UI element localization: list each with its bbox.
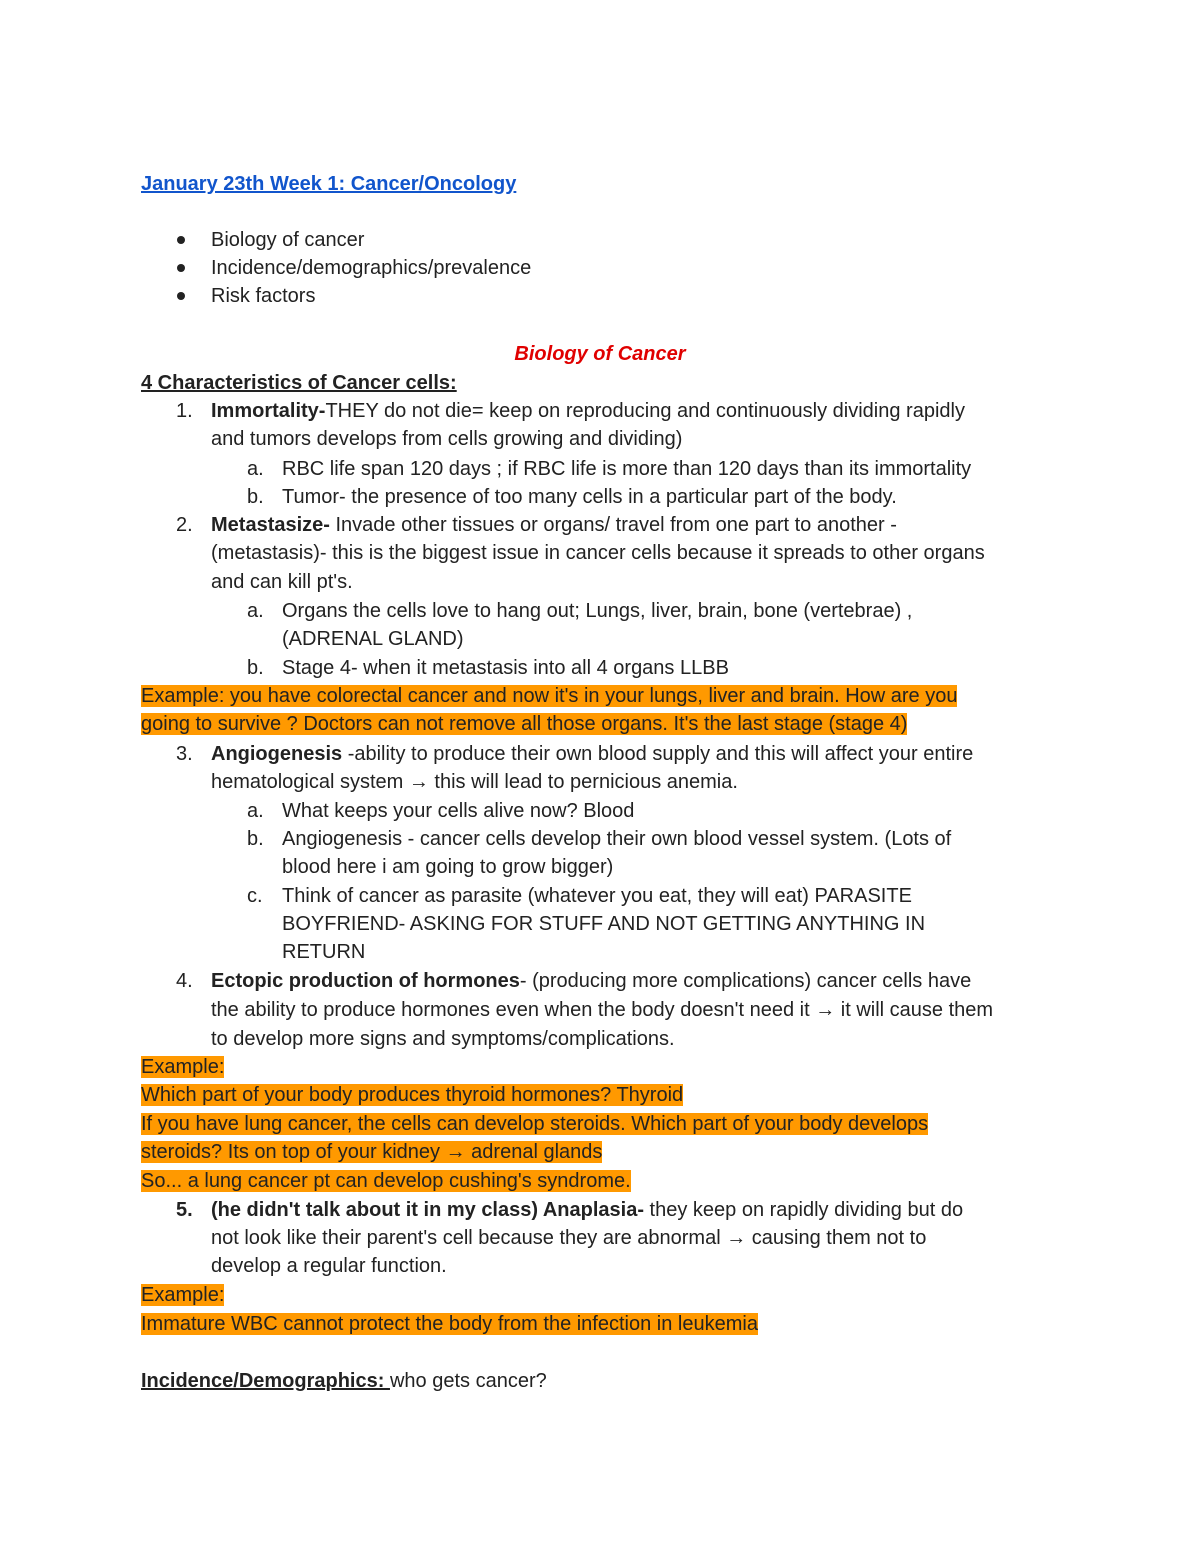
item-text: they keep on rapidly dividing but do	[643, 1199, 964, 1221]
list-number: 1.	[176, 400, 193, 422]
term-ectopic: Ectopic production of hormones	[211, 970, 520, 992]
topic-item: Incidence/demographics/prevalence	[211, 257, 532, 279]
term-metastasize: Metastasize-	[211, 514, 330, 536]
topic-item: Biology of cancer	[211, 229, 365, 251]
characteristics-heading: 4 Characteristics of Cancer cells:	[141, 372, 457, 394]
item-text: and tumors develops from cells growing and dividing)	[211, 428, 683, 450]
highlight-text: So... a lung cancer pt can develop cushing's syndrome.	[141, 1170, 631, 1192]
example-line	[141, 710, 907, 738]
example-line	[141, 1081, 683, 1109]
list-number: 3.	[176, 743, 193, 765]
topic-item: Risk factors	[211, 285, 316, 307]
sub-item: RETURN	[282, 941, 366, 963]
item-text: develop a regular function.	[211, 1255, 447, 1277]
list-item-angiogenesis	[211, 740, 973, 768]
bullet-icon	[177, 236, 185, 244]
sub-item: Angiogenesis - cancer cells develop their own blood vessel system. (Lots of	[282, 828, 952, 850]
example-line	[141, 1053, 224, 1081]
list-item-anaplasia	[211, 1196, 963, 1224]
highlight-text: Example: you have colorectal cancer and now it's in your lungs, liver and brain. How are you	[141, 685, 958, 707]
highlight-text: going to survive ? Doctors can not remove all those organs. It's the last stage (stage 4)	[141, 713, 908, 735]
list-item-metastasize	[211, 511, 897, 539]
bullet-icon	[177, 292, 185, 300]
term-anaplasia: (he didn't talk about it in my class) Anaplasia-	[211, 1199, 644, 1221]
sub-item: Organs the cells love to hang out; Lungs, liver, brain, bone (vertebrae) ,	[282, 600, 913, 622]
list-item-immortality	[211, 397, 965, 425]
list-letter: a.	[247, 600, 264, 622]
example-line	[141, 1110, 928, 1138]
incidence-text: who gets cancer?	[389, 1370, 547, 1392]
highlight-text: Which part of your body produces thyroid hormones? Thyroid	[141, 1084, 684, 1106]
list-letter: b.	[247, 486, 264, 508]
highlight-text: Example:	[141, 1056, 225, 1078]
sub-item: RBC life span 120 days ; if RBC life is more than 120 days than its immortality	[282, 458, 972, 480]
list-number: 2.	[176, 514, 193, 536]
term-angiogenesis: Angiogenesis	[211, 743, 343, 765]
sub-item: Tumor- the presence of too many cells in a particular part of the body.	[282, 486, 897, 508]
page-title: January 23th Week 1: Cancer/Oncology	[141, 173, 517, 195]
example-line	[141, 1310, 758, 1338]
sub-item: Think of cancer as parasite (whatever you eat, they will eat) PARASITE	[282, 885, 912, 907]
term-immortality: Immortality-	[211, 400, 326, 422]
item-text: the ability to produce hormones even when the body doesn't need it → it will cause them	[211, 999, 994, 1021]
incidence-heading-label: Incidence/Demographics:	[141, 1370, 390, 1392]
highlight-text: Example:	[141, 1284, 225, 1306]
sub-item: blood here i am going to grow bigger)	[282, 856, 614, 878]
bullet-icon	[177, 264, 185, 272]
highlight-text: If you have lung cancer, the cells can develop steroids. Which part of your body develops	[141, 1113, 929, 1135]
list-number: 4.	[176, 970, 193, 992]
item-text: - (producing more complications) cancer cells have	[519, 970, 972, 992]
item-text: to develop more signs and symptoms/complications.	[211, 1028, 675, 1050]
highlight-text: steroids? Its on top of your kidney → adrenal glands	[141, 1141, 603, 1163]
example-line	[141, 682, 957, 710]
list-number: 5.	[176, 1199, 193, 1221]
example-line	[141, 1167, 631, 1195]
example-line	[141, 1281, 224, 1309]
item-text: Invade other tissues or organs/ travel from one part to another -	[329, 514, 897, 536]
list-letter: b.	[247, 657, 264, 679]
sub-item: Stage 4- when it metastasis into all 4 organs LLBB	[282, 657, 729, 679]
sub-item: (ADRENAL GLAND)	[282, 628, 464, 650]
list-item-ectopic	[211, 967, 971, 995]
section-title: Biology of Cancer	[514, 343, 686, 365]
highlight-text: Immature WBC cannot protect the body from the infection in leukemia	[141, 1313, 758, 1335]
incidence-heading	[141, 1367, 547, 1395]
list-letter: a.	[247, 458, 264, 480]
item-text: -ability to produce their own blood supply and this will affect your entire	[342, 743, 974, 765]
list-letter: b.	[247, 828, 264, 850]
sub-item: BOYFRIEND- ASKING FOR STUFF AND NOT GETTING ANYTHING IN	[282, 913, 926, 935]
item-text: (metastasis)- this is the biggest issue in cancer cells because it spreads to other organs	[211, 542, 985, 564]
list-letter: a.	[247, 800, 264, 822]
list-letter: c.	[247, 885, 263, 907]
item-text: hematological system → this will lead to pernicious anemia.	[211, 771, 738, 793]
sub-item: What keeps your cells alive now? Blood	[282, 800, 635, 822]
example-line	[141, 1138, 602, 1166]
item-text: THEY do not die= keep on reproducing and continuously dividing rapidly	[325, 400, 965, 422]
item-text: not look like their parent's cell because they are abnormal → causing them not to	[211, 1227, 927, 1249]
item-text: and can kill pt's.	[211, 571, 353, 593]
